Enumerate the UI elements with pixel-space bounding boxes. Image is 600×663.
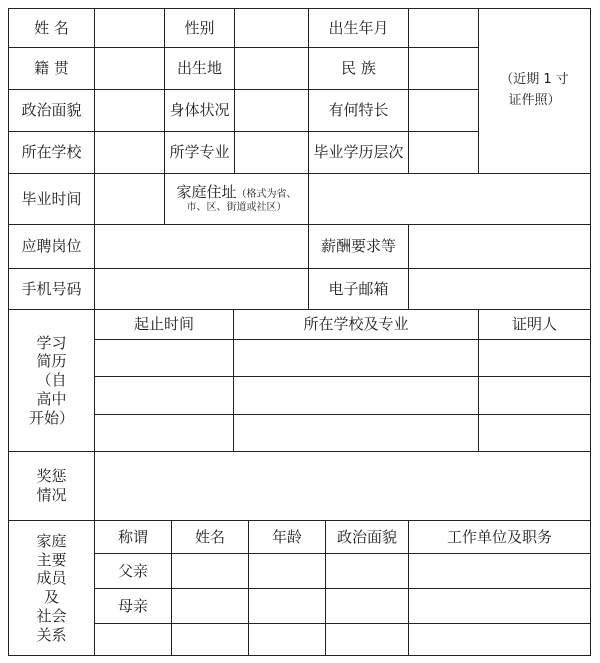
label-gender: 性别 bbox=[164, 8, 235, 48]
family-header-political: 政治面貌 bbox=[325, 520, 409, 554]
label-major: 所学专业 bbox=[164, 131, 235, 174]
label-address-note: （格式为省、 bbox=[236, 189, 297, 201]
field-email[interactable] bbox=[408, 268, 591, 310]
label-name: 姓 名 bbox=[8, 8, 95, 48]
family-age[interactable] bbox=[248, 553, 326, 589]
label-address bbox=[164, 173, 309, 225]
field-position[interactable] bbox=[94, 224, 309, 269]
family-header-relation: 称谓 bbox=[94, 520, 172, 554]
label-education-line: 学习 bbox=[36, 333, 67, 352]
edu-row-period[interactable] bbox=[94, 414, 234, 452]
label-native: 籍 贯 bbox=[8, 47, 95, 90]
label-school: 所在学校 bbox=[8, 131, 95, 174]
family-name[interactable] bbox=[171, 588, 249, 624]
label-political: 政治面貌 bbox=[8, 89, 95, 132]
family-header-age: 年龄 bbox=[248, 520, 326, 554]
label-family-line: 家庭 bbox=[36, 531, 67, 550]
edu-row-period[interactable] bbox=[94, 339, 234, 377]
label-email: 电子邮箱 bbox=[308, 268, 409, 310]
label-education-line: （自 bbox=[36, 371, 67, 390]
field-specialty[interactable] bbox=[408, 89, 479, 132]
family-header-employer: 工作单位及职务 bbox=[408, 520, 591, 554]
family-employer[interactable] bbox=[408, 623, 591, 656]
field-gender[interactable] bbox=[234, 8, 309, 48]
edu-row-witness[interactable] bbox=[478, 376, 591, 415]
label-birth: 出生年月 bbox=[308, 8, 409, 48]
field-health[interactable] bbox=[234, 89, 309, 132]
label-address-main: 家庭住址 bbox=[176, 183, 237, 202]
label-family-line: 社会 bbox=[36, 606, 67, 625]
field-birth[interactable] bbox=[408, 8, 479, 48]
family-employer[interactable] bbox=[408, 553, 591, 589]
edu-row-school[interactable] bbox=[233, 339, 479, 377]
label-family-line: 成员 bbox=[36, 569, 67, 588]
edu-row-witness[interactable] bbox=[478, 414, 591, 452]
label-position: 应聘岗位 bbox=[8, 224, 95, 269]
family-header-name: 姓名 bbox=[171, 520, 249, 554]
family-age[interactable] bbox=[248, 623, 326, 656]
label-health: 身体状况 bbox=[164, 89, 235, 132]
photo-hint-line2: 证件照） bbox=[508, 93, 561, 108]
label-family-line: 关系 bbox=[36, 625, 67, 644]
photo-placeholder[interactable] bbox=[478, 8, 591, 174]
label-birthplace: 出生地 bbox=[164, 47, 235, 90]
family-age[interactable] bbox=[248, 588, 326, 624]
label-education-line: 简历 bbox=[36, 352, 67, 371]
family-relation: 母亲 bbox=[94, 588, 172, 624]
label-education-line: 高中 bbox=[36, 389, 67, 408]
field-birthplace[interactable] bbox=[234, 47, 309, 90]
label-address-note2: 市、区、街道或社区） bbox=[186, 202, 287, 214]
label-family-line: 及 bbox=[43, 588, 59, 606]
edu-row-school[interactable] bbox=[233, 414, 479, 452]
label-salary: 薪酬要求等 bbox=[308, 224, 409, 269]
field-phone[interactable] bbox=[94, 268, 309, 310]
family-name[interactable] bbox=[171, 623, 249, 656]
label-education bbox=[8, 309, 95, 452]
field-major[interactable] bbox=[234, 131, 309, 174]
label-awards-line: 情况 bbox=[36, 486, 67, 504]
label-specialty: 有何特长 bbox=[308, 89, 409, 132]
edu-row-school[interactable] bbox=[233, 376, 479, 415]
family-employer[interactable] bbox=[408, 588, 591, 624]
family-political[interactable] bbox=[325, 623, 409, 656]
label-education-line: 开始） bbox=[28, 408, 74, 427]
field-school[interactable] bbox=[94, 131, 165, 174]
field-address[interactable] bbox=[308, 173, 591, 225]
edu-row-witness[interactable] bbox=[478, 339, 591, 377]
label-ethnicity: 民 族 bbox=[308, 47, 409, 90]
family-political[interactable] bbox=[325, 553, 409, 589]
family-relation[interactable] bbox=[94, 623, 172, 656]
label-awards bbox=[8, 451, 95, 521]
family-name[interactable] bbox=[171, 553, 249, 589]
label-family-line: 主要 bbox=[36, 550, 67, 569]
label-degree: 毕业学历层次 bbox=[308, 131, 409, 174]
field-name[interactable] bbox=[94, 8, 165, 48]
label-phone: 手机号码 bbox=[8, 268, 95, 310]
edu-row-period[interactable] bbox=[94, 376, 234, 415]
photo-hint-line1: （近期 1 寸 bbox=[500, 72, 569, 88]
field-awards[interactable] bbox=[94, 451, 591, 521]
label-family bbox=[8, 520, 95, 656]
field-political[interactable] bbox=[94, 89, 165, 132]
field-salary[interactable] bbox=[408, 224, 591, 269]
resume-form bbox=[8, 8, 591, 656]
edu-header-period: 起止时间 bbox=[94, 309, 234, 340]
label-awards-line: 奖惩 bbox=[36, 467, 67, 486]
field-degree[interactable] bbox=[408, 131, 479, 174]
family-political[interactable] bbox=[325, 588, 409, 624]
family-relation: 父亲 bbox=[94, 553, 172, 589]
edu-header-witness: 证明人 bbox=[478, 309, 591, 340]
field-ethnicity[interactable] bbox=[408, 47, 479, 90]
edu-header-school: 所在学校及专业 bbox=[233, 309, 479, 340]
label-graduation: 毕业时间 bbox=[8, 173, 95, 225]
field-native[interactable] bbox=[94, 47, 165, 90]
field-graduation[interactable] bbox=[94, 173, 165, 225]
